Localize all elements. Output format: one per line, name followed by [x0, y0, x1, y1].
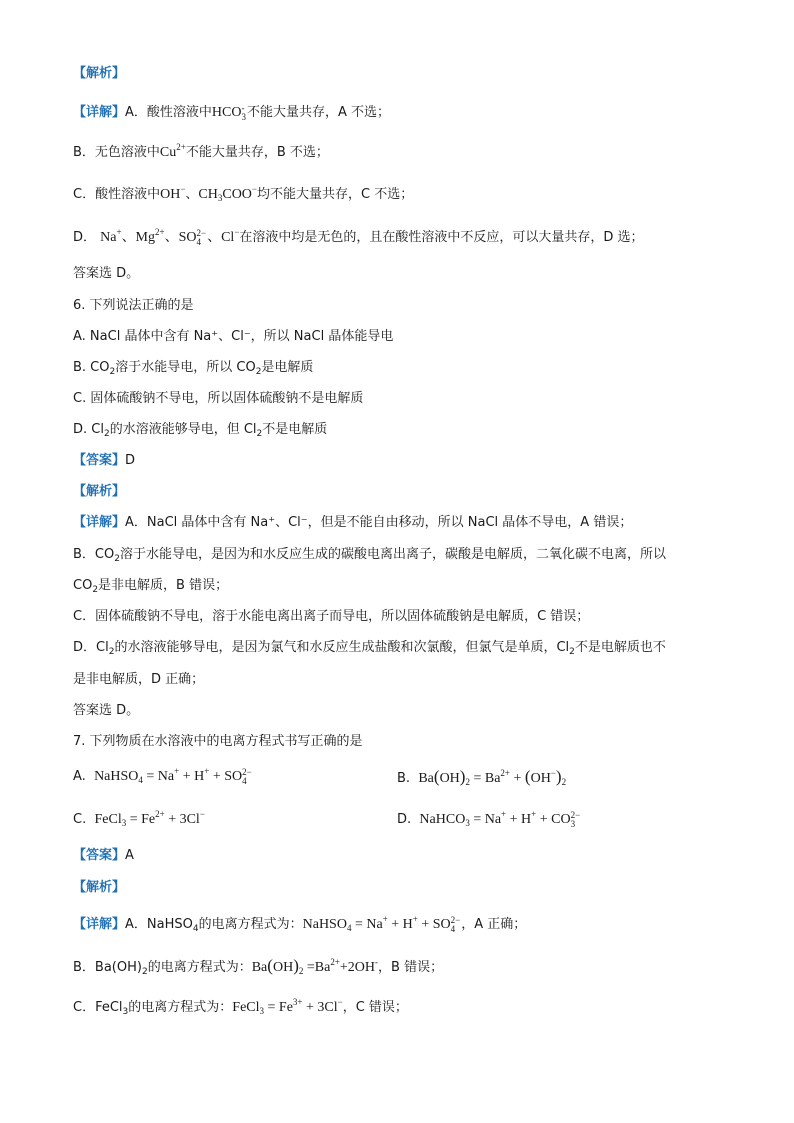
q7-explanation-a: 【详解】A．NaHSO$_4$的电离方程式为：NaHSO$_4$ = Na+ + H+ + SO 2− 4 ，A 正确； — [73, 914, 527, 934]
q6-option-a: A. NaCl 晶体中含有 Na⁺、Cl⁻，所以 NaCl 晶体能导电 — [73, 329, 394, 344]
q6-explanation-c: C．固体硫酸钠不导电，溶于水能电离出离子而导电，所以固体硫酸钠是电解质，C 错误； — [73, 609, 590, 624]
q5-explanation-a: 【详解】A．酸性溶液中HCO - 3 不能大量共存，A 不选； — [73, 102, 391, 122]
q7-option-b: B. $Ba(OH)_2 = Ba^{2+} + (OH^-)_2$ — [397, 767, 567, 787]
q5-explanation-b: B．无色溶液中$Cu^{2+}$不能大量共存，B 不选； — [73, 142, 329, 160]
q6-option-d: D. $Cl_2$的水溶液能够导电，但 $Cl_2$不是电解质 — [73, 422, 328, 439]
q6-option-b: B. $CO_2$溶于水能导电，所以 $CO_2$是电解质 — [73, 360, 314, 377]
q5-explanation-c: C．酸性溶液中OH−、$CH_3COO^-$均不能大量共存，C 不选； — [73, 184, 414, 203]
q6-explanation-d2: 是非电解质，D 正确； — [73, 672, 205, 687]
q5-explanation-d: D． Na+、$Mg^{2+}$、SO 2− 4 、Cl−在溶液中均是无色的，且在酸性溶液中不反应，可以大量共存，D 选； — [73, 227, 644, 247]
jiexi-tag: 【解析】 — [73, 66, 126, 81]
xiangjie-tag: 【详解】 — [73, 105, 126, 120]
q6-explanation-b2: $CO_2$是非电解质，B 错误； — [73, 578, 229, 595]
q7-option-c: C. FeCl$_3$ = $Fe^{2+} + 3Cl^-$ — [73, 809, 205, 828]
q7-stem: 7. 下列物质在水溶液中的电离方程式书写正确的是 — [73, 734, 363, 749]
q6-option-c: C. 固体硫酸钠不导电，所以固体硫酸钠不是电解质 — [73, 391, 364, 406]
q6-explanation-b1: B．$CO_2$溶于水能导电，是因为和水反应生成的碳酸电离出离子，碳酸是电解质，二氧化碳不电离，所以 — [73, 547, 666, 564]
q6-stem: 6. 下列说法正确的是 — [73, 298, 194, 313]
q6-jiexi-tag: 【解析】 — [73, 484, 126, 499]
q6-explanation-d1: D．$Cl_2$的水溶液能够导电，是因为氯气和水反应生成盐酸和次氯酸，但氯气是单质，$Cl_2$不是电解质也不 — [73, 640, 666, 657]
q7-jiexi-tag: 【解析】 — [73, 880, 126, 895]
q7-answer-row: 【答案】A — [73, 848, 134, 863]
q7-option-a: A. NaHSO$_4$ = Na+ + H+ + SO 2− 4 — [73, 766, 252, 786]
q5-answer: 答案选 D。 — [73, 266, 140, 281]
q7-explanation-b: B．$Ba(OH)_2$的电离方程式为：$Ba(OH)_2 =Ba^{2+}+2OH^-$，B 错误； — [73, 956, 444, 977]
q7-explanation-c: C．FeCl$_3$的电离方程式为：FeCl$_3$ = $Fe^{3+} + 3Cl^-$，C 错误； — [73, 997, 408, 1017]
q6-explanation-a: 【详解】A．NaCl 晶体中含有 Na⁺、Cl⁻，但是不能自由移动，所以 NaCl 晶体不导电，A 错误； — [73, 515, 633, 530]
q7-answer-letter: A — [125, 848, 134, 863]
q6-answer-letter: D — [125, 453, 136, 468]
q6-answer: 答案选 D。 — [73, 703, 140, 718]
q7-option-d: D. NaHCO$_3$ = Na+ + H+ + CO 2− 3 — [397, 809, 581, 829]
q6-answer-row: 【答案】D — [73, 453, 136, 468]
